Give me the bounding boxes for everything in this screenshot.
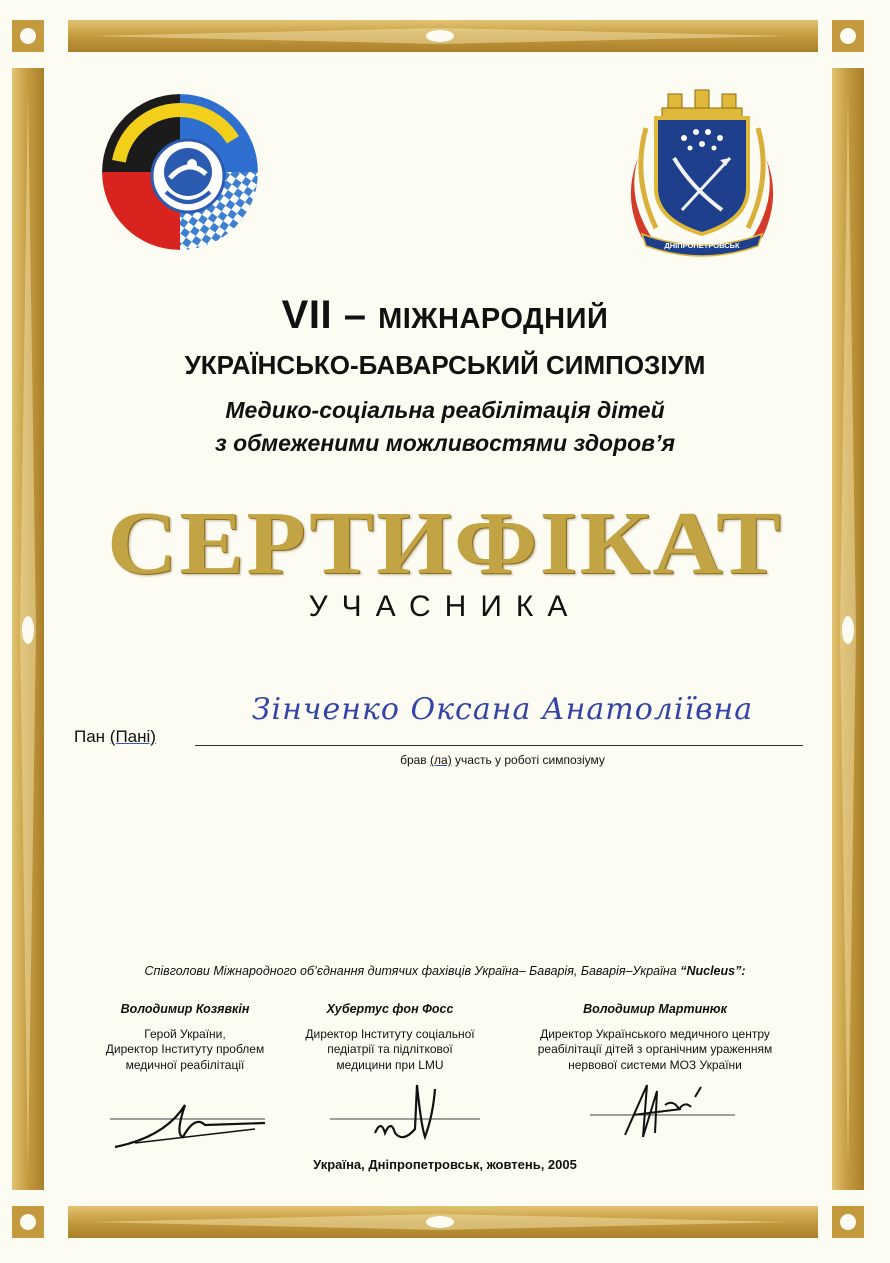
cochairs-org: “Nucleus”: <box>680 964 746 978</box>
signatory-name: Володимир Козявкін <box>120 1002 250 1016</box>
heading-dash: – <box>343 293 367 337</box>
took-part-post: участь у роботі симпозіуму <box>451 753 605 767</box>
cochairs-line <box>0 964 890 978</box>
signatory-title-line: Директор Інституту проблем <box>105 1042 265 1056</box>
addressee-prefix <box>74 727 156 747</box>
signatory-title-line: медицини при LMU <box>336 1057 444 1072</box>
participant-name: Зінченко Оксана Анатоліївна <box>251 692 754 727</box>
symposium-logo <box>100 92 260 252</box>
symposium-heading <box>0 293 890 338</box>
subtitle-line2: з обмеженими можливостями здоров’я <box>214 430 676 456</box>
certificate-title: СЕРТИФІКАТ <box>107 494 783 593</box>
heading-line2: УКРАЇНСЬКО-БАВАРСЬКИЙ СИМПОЗІУМ <box>184 350 706 380</box>
signatory-title-line: педіатрії та підліткової <box>327 1042 453 1056</box>
symposium-number: VII <box>281 293 333 337</box>
heading-line1: МІЖНАРОДНИЙ <box>378 303 609 335</box>
coat-of-arms-ribbon-text: ДНІПРОПЕТРОВСЬК <box>664 241 740 250</box>
city-coat-of-arms <box>622 88 782 258</box>
signatory-title-line: медичної реабілітації <box>125 1057 245 1072</box>
signature-1 <box>105 1085 275 1155</box>
signatory-1 <box>75 1002 295 1073</box>
prefix-text: Пан <box>74 727 110 746</box>
signatory-title-line: Герой України, <box>144 1026 226 1041</box>
signatory-title-line: Директор Українського медичного центру <box>540 1026 770 1041</box>
took-part-underlined: (ла) <box>430 753 452 767</box>
signatory-2 <box>290 1002 490 1073</box>
subtitle-line1: Медико-соціальна реабілітація дітей <box>225 397 665 423</box>
signature-2 <box>325 1075 485 1155</box>
signatory-name: Хубертус фон Фосс <box>326 1002 454 1016</box>
signatory-title-line: нервової системи МОЗ України <box>568 1057 742 1072</box>
place-and-date: Україна, Дніпропетровськ, жовтень, 2005 <box>313 1157 577 1172</box>
certificate-subtitle: УЧАСНИКА <box>308 590 582 623</box>
signature-3 <box>585 1075 745 1155</box>
signatory-3 <box>510 1002 800 1073</box>
signatory-name: Володимир Мартинюк <box>583 1002 727 1016</box>
symposium-subtitle <box>0 394 890 460</box>
took-part-pre: брав <box>400 753 431 767</box>
name-line <box>195 745 803 746</box>
signatory-title-line: реабілітації дітей з органічним ураженням <box>537 1042 773 1056</box>
prefix-underlined: (Пані) <box>109 727 156 746</box>
cochairs-text: Співголови Міжнародного об’єднання дитячих фахівців Україна– Баварія, Баварія–Україна <box>144 964 681 978</box>
participation-note <box>200 753 805 767</box>
signatory-title-line: Директор Інституту соціальної <box>305 1026 475 1041</box>
